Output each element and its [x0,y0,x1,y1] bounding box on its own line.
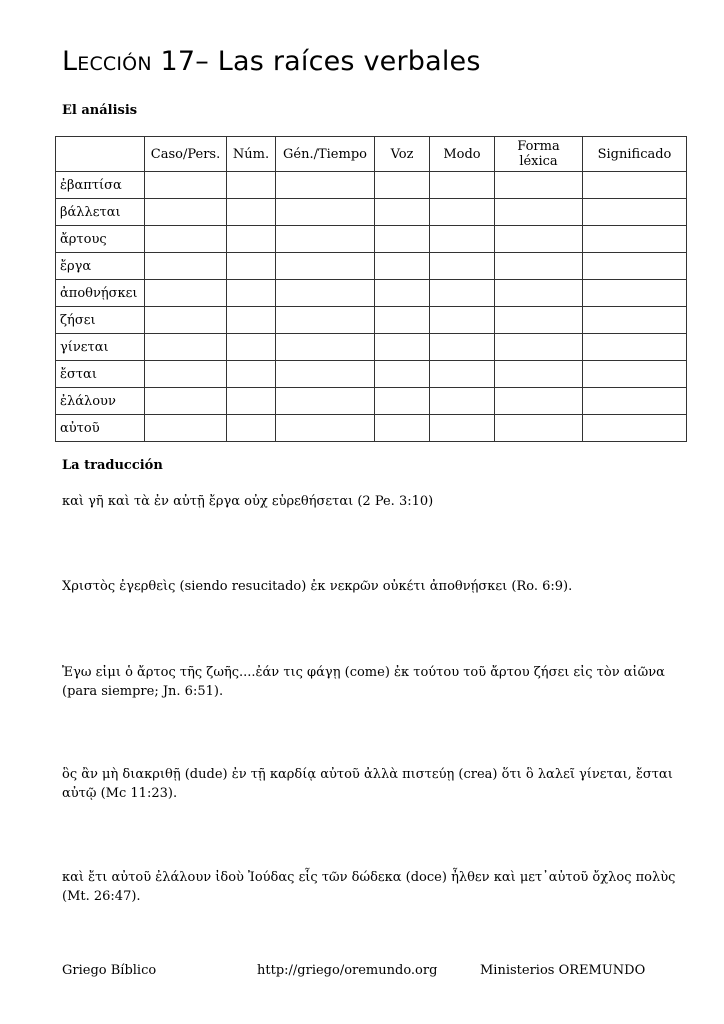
analysis-heading: El análisis [62,103,138,118]
column-header: Gén./Tiempo [276,137,375,172]
column-header: Forma léxica [495,137,583,172]
answer-cell[interactable] [430,253,495,280]
greek-word-cell: αὐτοῦ [56,415,145,442]
answer-cell[interactable] [375,226,430,253]
translation-heading: La traducción [62,458,163,473]
passage-2: Χριστὸς ἐγερθεὶς (siendo resucitado) ἐκ νεκρῶν οὐκέτι ἀποθνῄσκει (Ro. 6:9). [62,579,573,594]
answer-cell[interactable] [583,334,687,361]
greek-word-cell: βάλλεται [56,199,145,226]
table-row [56,334,687,361]
greek-word-cell: ἄρτους [56,226,145,253]
page-title [62,46,481,77]
title-rest: – Las raíces verbales [195,46,481,77]
footer-url-link[interactable]: http://griego/oremundo.org [257,963,438,978]
answer-cell[interactable] [227,388,276,415]
greek-word-cell: ἔργα [56,253,145,280]
answer-cell[interactable] [430,226,495,253]
answer-cell[interactable] [375,388,430,415]
answer-cell[interactable] [375,334,430,361]
passage-5: καὶ ἔτι αὐτοῦ ἐλάλουν ἰδοὺ Ἰούδας εἷς τῶν δώδεκα (doce) ἦλθεν καὶ μετ᾽αὐτοῦ ὄχλος πολὺς (Mt. 26:47). [62,870,676,904]
answer-cell[interactable] [145,280,227,307]
answer-cell[interactable] [583,226,687,253]
column-header: Voz [375,137,430,172]
greek-word-cell: ἐβαπτίσα [56,172,145,199]
answer-cell[interactable] [583,388,687,415]
answer-cell[interactable] [227,307,276,334]
answer-cell[interactable] [276,334,375,361]
answer-cell[interactable] [145,253,227,280]
table-header-row [56,137,687,172]
answer-cell[interactable] [430,172,495,199]
table-row [56,415,687,442]
answer-cell[interactable] [495,415,583,442]
answer-cell[interactable] [375,307,430,334]
answer-cell[interactable] [145,199,227,226]
footer-right: Ministerios OREMUNDO [480,963,646,978]
column-header: Significado [583,137,687,172]
greek-word-cell: γίνεται [56,334,145,361]
answer-cell[interactable] [495,361,583,388]
column-header: Modo [430,137,495,172]
answer-cell[interactable] [495,307,583,334]
column-header [56,137,145,172]
table-row [56,388,687,415]
answer-cell[interactable] [430,307,495,334]
answer-cell[interactable] [430,388,495,415]
answer-cell[interactable] [276,172,375,199]
answer-cell[interactable] [495,280,583,307]
answer-cell[interactable] [227,226,276,253]
answer-cell[interactable] [276,415,375,442]
table-row [56,199,687,226]
table-row [56,280,687,307]
answer-cell[interactable] [276,253,375,280]
column-header: Núm. [227,137,276,172]
answer-cell[interactable] [145,388,227,415]
passage-4: ὃς ἂν μὴ διακριθῇ (dude) ἐν τῇ καρδίᾳ αὐτοῦ ἀλλὰ πιστεύῃ (crea) ὅτι ὃ λαλεῖ γίνεται, ἔσται αὐτῷ (Mc 11:23). [62,767,673,801]
answer-cell[interactable] [145,361,227,388]
answer-cell[interactable] [495,199,583,226]
answer-cell[interactable] [227,280,276,307]
answer-cell[interactable] [583,415,687,442]
answer-cell[interactable] [430,361,495,388]
answer-cell[interactable] [276,199,375,226]
answer-cell[interactable] [145,415,227,442]
passage-3: Ἐγω εἰμι ὁ ἄρτος τῆς ζωῆς....ἐάν τις φάγῃ (come) ἐκ τούτου τοῦ ἄρτου ζήσει εἰς τὸν αἰῶνα (para siempre; Jn. 6:51). [62,665,665,699]
footer-left: Griego Bíblico [62,963,157,978]
answer-cell[interactable] [227,361,276,388]
answer-cell[interactable] [430,280,495,307]
answer-cell[interactable] [583,361,687,388]
answer-cell[interactable] [276,280,375,307]
answer-cell[interactable] [375,415,430,442]
answer-cell[interactable] [227,334,276,361]
answer-cell[interactable] [276,226,375,253]
column-header: Caso/Pers. [145,137,227,172]
greek-word-cell: ἀποθνῄσκει [56,280,145,307]
answer-cell[interactable] [495,334,583,361]
answer-cell[interactable] [375,199,430,226]
answer-cell[interactable] [430,415,495,442]
analysis-table [55,136,687,442]
answer-cell[interactable] [227,172,276,199]
answer-cell[interactable] [145,334,227,361]
answer-cell[interactable] [495,388,583,415]
title-lead: Lección 17 [62,46,196,77]
passage-1: καὶ γῆ καὶ τὰ ἐν αὐτῇ ἔργα οὐχ εὑρεθήσεται (2 Pe. 3:10) [62,494,434,509]
answer-cell[interactable] [145,307,227,334]
answer-cell[interactable] [375,361,430,388]
table-row [56,172,687,199]
answer-cell[interactable] [583,253,687,280]
table-row [56,307,687,334]
answer-cell[interactable] [495,226,583,253]
answer-cell[interactable] [583,199,687,226]
greek-word-cell: ζήσει [56,307,145,334]
answer-cell[interactable] [583,307,687,334]
answer-cell[interactable] [145,226,227,253]
answer-cell[interactable] [375,253,430,280]
table-row [56,361,687,388]
table-row [56,226,687,253]
table-row [56,253,687,280]
answer-cell[interactable] [227,253,276,280]
answer-cell[interactable] [276,307,375,334]
answer-cell[interactable] [495,172,583,199]
answer-cell[interactable] [430,199,495,226]
answer-cell[interactable] [583,172,687,199]
answer-cell[interactable] [430,334,495,361]
answer-cell[interactable] [276,361,375,388]
answer-cell[interactable] [375,280,430,307]
answer-cell[interactable] [227,199,276,226]
greek-word-cell: ἐλάλουν [56,388,145,415]
greek-word-cell: ἔσται [56,361,145,388]
answer-cell[interactable] [145,172,227,199]
answer-cell[interactable] [583,280,687,307]
answer-cell[interactable] [276,388,375,415]
answer-cell[interactable] [375,172,430,199]
answer-cell[interactable] [495,253,583,280]
answer-cell[interactable] [227,415,276,442]
